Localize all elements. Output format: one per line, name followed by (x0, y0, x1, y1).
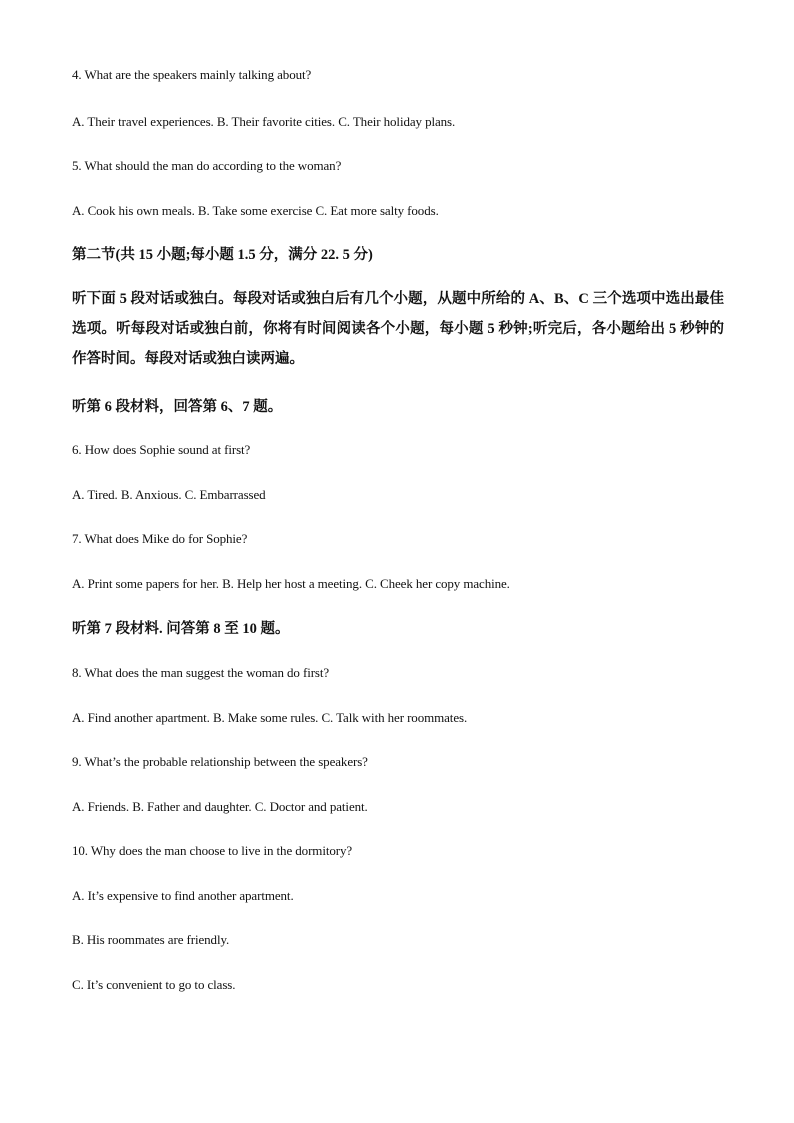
question-4: 4. What are the speakers mainly talking about? (72, 67, 312, 82)
section-2-title: 第二节(共 15 小题;每小题 1.5 分，满分 22. 5 分) (72, 247, 373, 263)
question-5: 5. What should the man do according to the woman? (72, 158, 342, 173)
question-7: 7. What does Mike do for Sophie? (72, 531, 248, 546)
question-10-option-b: B. His roommates are friendly. (72, 932, 230, 947)
question-6: 6. How does Sophie sound at first? (72, 442, 251, 457)
question-7-options: A. Print some papers for her. B. Help her host a meeting. C. Cheek her copy machine. (72, 576, 510, 591)
question-6-options: A. Tired. B. Anxious. C. Embarrassed (72, 487, 266, 502)
question-8-options: A. Find another apartment. B. Make some rules. C. Talk with her roommates. (72, 710, 468, 725)
section-2-instructions: 听下面 5 段对话或独白。每段对话或独白后有几个小题，从题中所给的 A、B、C 三个选项中选出最佳选项。听每段对话或独白前，你将有时间阅读各个小题，每小题 5 秒钟;听完后，各小题给出 5 秒钟的作答时间。每段对话或独白读两遍。 (72, 291, 724, 367)
material-6-heading: 听第 6 段材料，回答第 6、7 题。 (72, 399, 283, 415)
question-10-option-c: C. It’s convenient to go to class. (72, 977, 236, 992)
question-8: 8. What does the man suggest the woman do first? (72, 665, 330, 680)
question-9: 9. What’s the probable relationship between the speakers? (72, 754, 368, 769)
question-9-options: A. Friends. B. Father and daughter. C. Doctor and patient. (72, 799, 368, 814)
material-7-heading: 听第 7 段材料. 问答第 8 至 10 题。 (72, 621, 290, 637)
question-5-options: A. Cook his own meals. B. Take some exercise C. Eat more salty foods. (72, 203, 439, 218)
question-10-option-a: A. It’s expensive to find another apartment. (72, 888, 294, 903)
question-10: 10. Why does the man choose to live in the dormitory? (72, 843, 353, 858)
question-4-options: A. Their travel experiences. B. Their favorite cities. C. Their holiday plans. (72, 114, 456, 129)
